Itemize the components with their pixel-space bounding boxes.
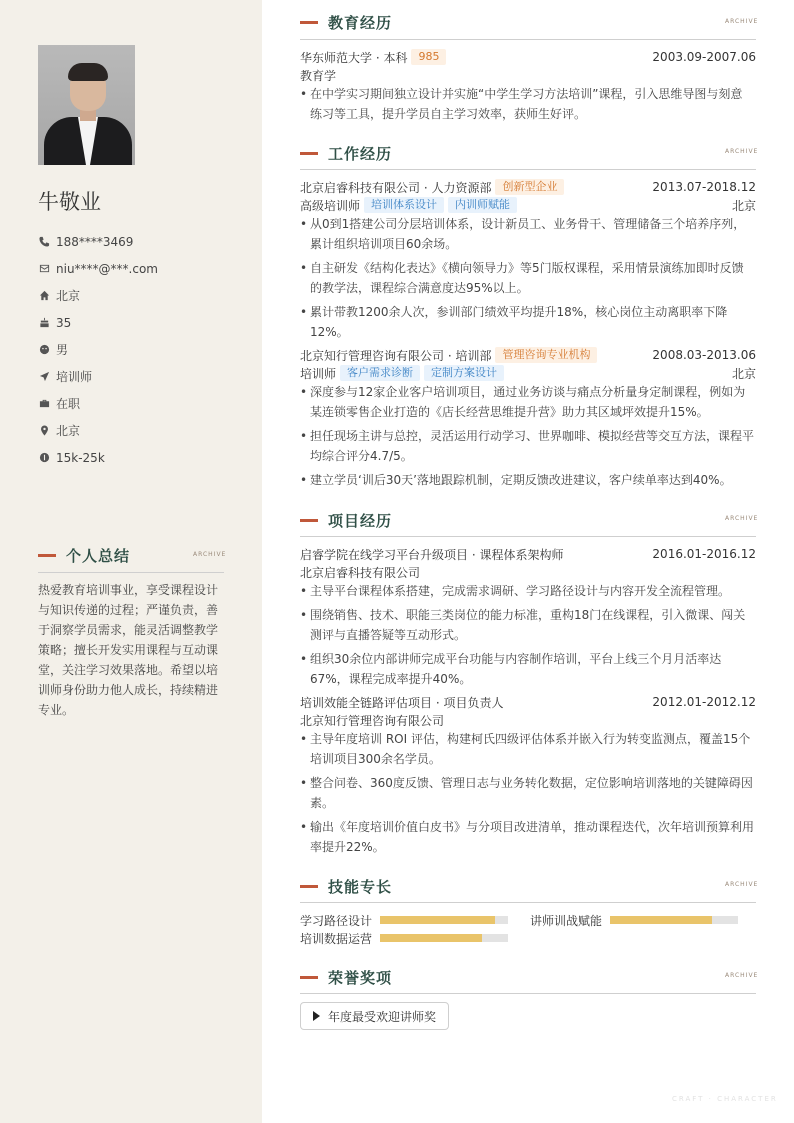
gender-icon — [38, 344, 50, 356]
list-item: • 主导平台课程体系搭建，完成需求调研、学习路径设计与内容开发全流程管理。 — [300, 584, 731, 598]
skill-item — [300, 929, 508, 947]
archive-label: ARCHIVE — [725, 18, 759, 25]
job-header — [300, 346, 756, 364]
divider — [300, 536, 756, 537]
job-role: 培训师 — [300, 366, 337, 381]
education-header — [300, 48, 756, 66]
project-header — [300, 693, 756, 711]
divider — [300, 902, 756, 903]
avatar — [38, 45, 135, 165]
salary-icon — [38, 452, 50, 464]
job-city: 北京 — [731, 198, 756, 213]
skill-name: 培训数据运营 — [300, 931, 373, 946]
play-triangle-icon — [313, 1011, 320, 1021]
list-item: • 组织30余位内部讲师完成平台功能与内容制作培训，平台上线三个月月活率达67%，课程完成率提升40%。 — [300, 652, 722, 686]
job-period: 2008.03-2013.06 — [652, 348, 756, 362]
skill-bar-fill — [380, 934, 482, 942]
contact-position: 培训师 — [38, 363, 158, 390]
divider — [300, 39, 756, 40]
contact-age: 35 — [38, 309, 158, 336]
skill-bar — [380, 916, 508, 924]
project-name: 培训效能全链路评估项目 · 项目负责人 — [300, 695, 504, 710]
list-item: • 在中学实习期间独立设计并实施“中学生学习方法培训”课程，引入思维导图与刻意练习等工具，提升学员自主学习效率，获师生好评。 — [300, 87, 743, 121]
project-period: 2016.01-2016.12 — [652, 547, 756, 561]
projects-heading: 项目经历 — [300, 510, 392, 531]
role-tag: 客户需求诊断 — [340, 365, 420, 381]
list-item: • 建立学员‘训后30天’落地跟踪机制，定期反馈改进建议，客户续单率达到40%。 — [300, 473, 732, 487]
contact-gender: 男 — [38, 336, 158, 363]
list-item: • 围绕销售、技术、职能三类岗位的能力标准，重构18门在线课程，引入微课、闯关测评与直播答疑等互动形式。 — [300, 608, 746, 642]
contact-list — [38, 228, 158, 471]
company-tag: 创新型企业 — [495, 179, 564, 195]
job-header — [300, 178, 756, 196]
accent-bar — [38, 554, 56, 557]
list-item: • 自主研发《结构化表达》《横向领导力》等5门版权课程，采用情景演练加即时反馈的教学法，课程综合满意度达95%以上。 — [300, 261, 744, 295]
role-tag: 培训体系设计 — [364, 197, 444, 213]
archive-label: ARCHIVE — [725, 515, 759, 522]
watermark: CRAFT · CHARACTER — [672, 1095, 778, 1103]
mail-icon — [38, 263, 50, 275]
contact-phone: 188****3469 — [38, 228, 158, 255]
contact-home: 北京 — [38, 282, 158, 309]
job-role-row — [300, 364, 756, 382]
archive-label: ARCHIVE — [193, 551, 227, 558]
role-tag: 定制方案设计 — [424, 365, 504, 381]
skill-item — [530, 911, 738, 929]
role-tag: 内训师赋能 — [448, 197, 517, 213]
company-name: 北京知行管理咨询有限公司 · 培训部 — [300, 348, 492, 363]
skill-bar — [610, 916, 738, 924]
major: 教育学 — [300, 68, 337, 83]
location-icon — [38, 425, 50, 437]
home-icon — [38, 290, 50, 302]
briefcase-icon — [38, 398, 50, 410]
contact-status: 在职 — [38, 390, 158, 417]
work-heading: 工作经历 — [300, 143, 392, 164]
honor-item: 年度最受欢迎讲师奖 — [300, 1002, 449, 1030]
archive-label: ARCHIVE — [725, 972, 759, 979]
project-org: 北京启睿科技有限公司 — [300, 565, 421, 580]
archive-label: ARCHIVE — [725, 881, 759, 888]
school-name: 华东师范大学 · 本科 — [300, 50, 408, 65]
school-tag: 985 — [411, 49, 446, 65]
divider — [38, 572, 224, 573]
company-name: 北京启睿科技有限公司 · 人力资源部 — [300, 180, 492, 195]
list-item: • 累计带教1200余人次，参训部门绩效平均提升18%，核心岗位主动离职率下降12%。 — [300, 305, 728, 339]
list-item: • 担任现场主讲与总控，灵活运用行动学习、世界咖啡、模拟经营等交互方法，课程平均综合评分4.7/5。 — [300, 429, 755, 463]
list-item: • 整合问卷、360度反馈、管理日志与业务转化数据，定位影响培训落地的关键障碍因素。 — [300, 776, 753, 810]
skill-bar-fill — [610, 916, 712, 924]
skill-name: 学习路径设计 — [300, 913, 373, 928]
job-role: 高级培训师 — [300, 198, 361, 213]
project-org: 北京知行管理咨询有限公司 — [300, 713, 445, 728]
project-name: 启睿学院在线学习平台升级项目 · 课程体系架构师 — [300, 547, 564, 562]
project-header — [300, 545, 756, 563]
job-role-row — [300, 196, 756, 214]
education-heading: 教育经历 — [300, 12, 392, 33]
skill-bar-fill — [380, 916, 495, 924]
list-item: • 深度参与12家企业客户培训项目，通过业务访谈与痛点分析量身定制课程，例如为某连锁零售企业打造的《店长经营思维提升营》助力其区域坪效提升15%。 — [300, 385, 746, 419]
divider — [300, 169, 756, 170]
contact-email: niu****@***.com — [38, 255, 158, 282]
summary-text: 热爱教育培训事业，享受课程设计与知识传递的过程；严谨负责，善于洞察学员需求，能灵活调整教学策略；擅长开发实用课程与互动课堂，关注学习效果落地。希望以培训师身份助力他人成长，持续精进专业。 — [38, 583, 219, 717]
skill-bar — [380, 934, 508, 942]
honors-heading: 荣誉奖项 — [300, 967, 392, 988]
project-period: 2012.01-2012.12 — [652, 695, 756, 709]
divider — [300, 993, 756, 994]
job-city: 北京 — [731, 366, 756, 381]
skill-item — [300, 911, 508, 929]
skill-name: 讲师训战赋能 — [530, 913, 603, 928]
job-period: 2013.07-2018.12 — [652, 180, 756, 194]
summary-heading: 个人总结 — [38, 545, 130, 566]
education-period: 2003.09-2007.06 — [652, 50, 756, 64]
list-item: • 输出《年度培训价值白皮书》与分项目改进清单，推动课程迭代，次年培训预算利用率提升22%。 — [300, 820, 755, 854]
archive-label: ARCHIVE — [725, 148, 759, 155]
candidate-name: 牛敬业 — [38, 190, 101, 214]
company-tag: 管理咨询专业机构 — [495, 347, 597, 363]
send-icon — [38, 371, 50, 383]
contact-location: 北京 — [38, 417, 158, 444]
list-item: • 从0到1搭建公司分层培训体系，设计新员工、业务骨干、管理储备三个培养序列，累计组织培训项目60余场。 — [300, 217, 746, 251]
contact-salary: 15k-25k — [38, 444, 158, 471]
phone-icon — [38, 236, 50, 248]
skills-heading: 技能专长 — [300, 876, 392, 897]
cake-icon — [38, 317, 50, 329]
list-item: • 主导年度培训 ROI 评估，构建柯氏四级评估体系并嵌入行为转变监测点，覆盖15个培训项目300余名学员。 — [300, 732, 751, 766]
